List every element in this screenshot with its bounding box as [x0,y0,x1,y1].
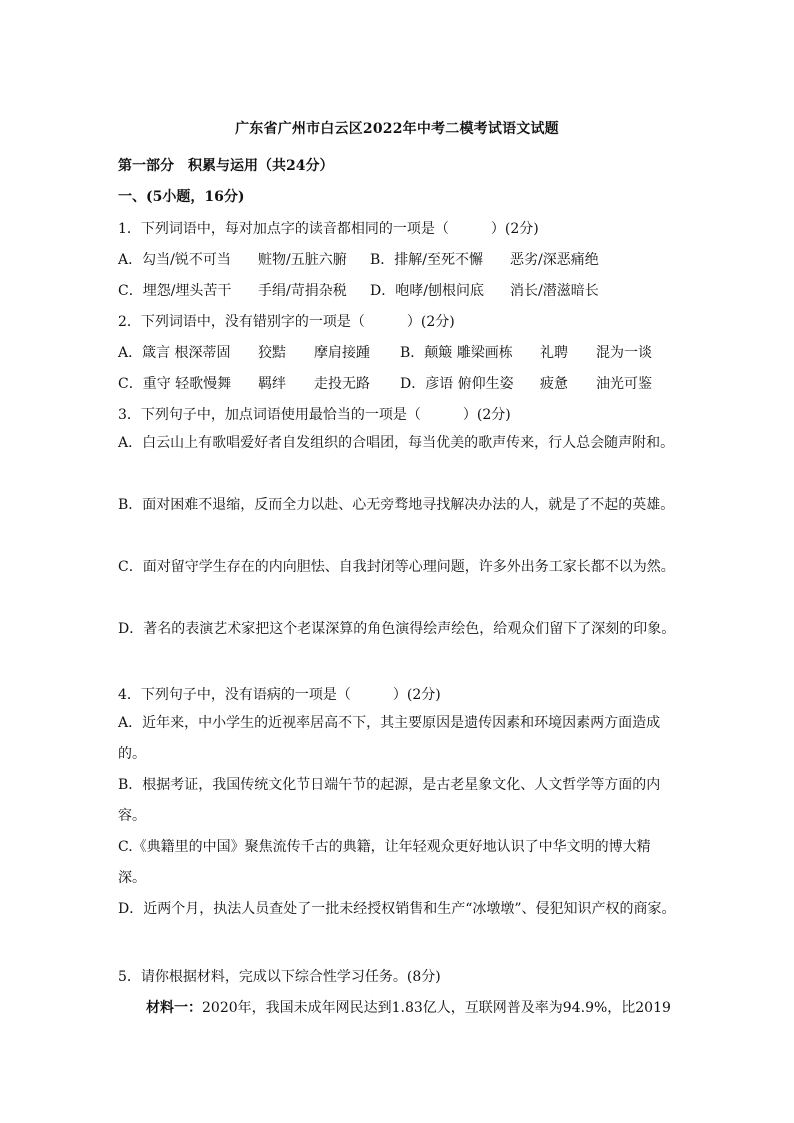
option-text: C．埋怨/埋头苦干 [118,283,232,299]
question-3-option-b: B．面对困难不退缩，反而全力以赴、心无旁骛地寻找解决办法的人，就是了不起的英雄。 [118,497,675,513]
question-4-option-a: A．近年来，中小学生的近视率居高不下，其主要原因是遗传因素和环境因素两方面造成的。 [118,715,661,762]
option-text: D．彦语 俯仰生姿 [400,376,514,392]
question-2-options-row-2 [118,373,652,393]
option-text: 手绢/苛捐杂税 [258,283,347,299]
option-text: D．咆哮/刨根问底 [370,283,484,299]
option-text: A．箴言 根深蒂固 [118,345,231,361]
option-text: B．颠簸 雕梁画栋 [400,345,513,361]
question-3-stem: 3．下列句子中，加点词语使用最恰当的一项是（ ）(2分) [118,407,511,423]
question-3-option-d: D．著名的表演艺术家把这个老谋深算的角色演得绘声绘色，给观众们留下了深刻的印象。 [118,621,676,637]
option-text: 狡黠 [258,345,286,361]
question-5-stem: 5．请你根据材料，完成以下综合性学习任务。(8分) [118,969,441,985]
option-text: 赃物/五脏六腑 [258,252,347,268]
option-text: 羁绊 [258,376,286,392]
question-1-stem: 1．下列词语中，每对加点字的读音都相同的一项是（ ）(2分) [118,221,539,237]
question-2-stem: 2．下列词语中，没有错别字的一项是（ ）(2分) [118,314,455,330]
option-text: 摩肩接踵 [314,345,370,361]
question-1-options-row-2 [118,280,599,300]
question-2-options-row-1 [118,342,652,362]
option-text: B．排解/至死不懈 [370,252,484,268]
option-text: 走投无路 [314,376,370,392]
question-4-option-c: C.《典籍里的中国》聚焦流传千古的典籍，让年轻观众更好地认识了中华文明的博大精深。 [118,839,651,886]
question-1-options-row-1 [118,249,599,269]
option-text: 恶劣/深恶痛绝 [510,252,599,268]
option-text: 混为一谈 [596,345,652,361]
question-4-option-d: D．近两个月，执法人员查处了一批未经授权销售和生产“冰墩墩”、侵犯知识产权的商家。 [118,901,676,917]
material-1 [146,997,671,1017]
option-text: 礼聘 [540,345,568,361]
section-heading: 一、(5小题，16分) [118,189,245,205]
option-text: A．勾当/锐不可当 [118,252,231,268]
option-text: 疲惫 [540,376,568,392]
question-4-option-b: B．根据考证，我国传统文化节日端午节的起源，是古老星象文化、人文哲学等方面的内容。 [118,777,661,824]
page-title: 广东省广州市白云区2022年中考二模考试语文试题 [235,121,559,137]
part-heading: 第一部分 积累与运用（共24分） [118,158,334,174]
material-text: 2020年，我国未成年网民达到1.83亿人，互联网普及率为94.9%，比2019 [202,1000,671,1016]
material-label: 材料一： [146,1000,202,1016]
option-text: C．重守 轻歌慢舞 [118,376,232,392]
option-text: 消长/潜滋暗长 [510,283,599,299]
question-3-option-a: A．白云山上有歌唱爱好者自发组织的合唱团，每当优美的歌声传来，行人总会随声附和。 [118,435,675,451]
question-4-stem: 4．下列句子中，没有语病的一项是（ ）(2分) [118,687,441,703]
question-3-option-c: C．面对留守学生存在的内向胆怯、自我封闭等心理问题，许多外出务工家长都不以为然。 [118,559,675,575]
option-text: 油光可鉴 [596,376,652,392]
